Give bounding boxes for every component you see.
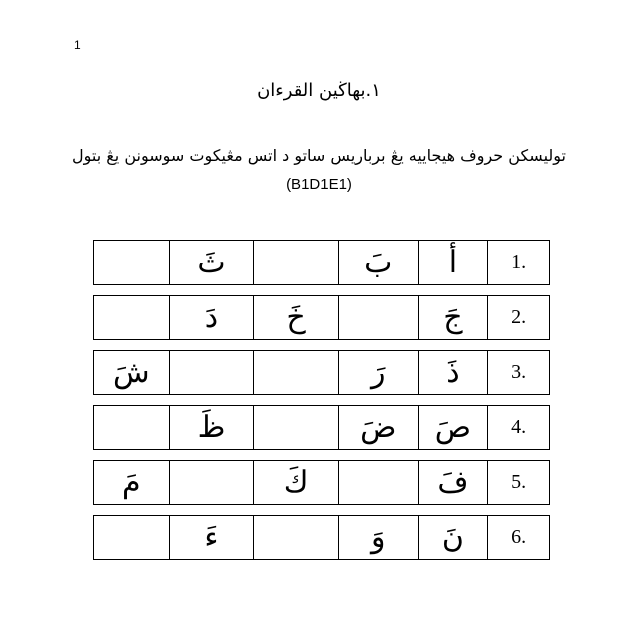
table-row: [93, 295, 550, 340]
instruction-text: توليسكن حروف هيجاييه يڠ برباريس ساتو د اتس مڠيكوت سوسونن يڠ بتول: [72, 146, 566, 165]
answer-cell[interactable]: [169, 351, 254, 394]
letter-cell: بَ: [338, 241, 418, 284]
answer-cell[interactable]: [338, 461, 418, 504]
letter-cell: فَ: [418, 461, 488, 504]
letter-cell: خَ: [253, 296, 338, 339]
letter-cell: ضَ: [338, 406, 418, 449]
answer-cell[interactable]: [253, 351, 338, 394]
letter-cell: رَ: [338, 351, 418, 394]
letter-cell: صَ: [418, 406, 488, 449]
page-number: 1: [74, 38, 81, 52]
answer-cell[interactable]: [253, 241, 338, 284]
table-row: [93, 350, 550, 395]
letter-cell: ثَ: [169, 241, 254, 284]
letter-cell: مَ: [122, 465, 141, 500]
table-row: [93, 460, 550, 505]
letter-cell: جَ: [418, 296, 488, 339]
worksheet-title: [0, 80, 638, 101]
letter-cell: ذَ: [418, 351, 488, 394]
letter-cell: أ: [418, 241, 488, 284]
letter-cell: ءَ: [169, 516, 254, 559]
letter-cell: دَ: [169, 296, 254, 339]
table-row: [93, 240, 550, 285]
row-number: 6.: [487, 516, 549, 559]
answer-cell[interactable]: [94, 241, 169, 284]
row-number: 1.: [487, 241, 549, 284]
row-number: 4.: [487, 406, 549, 449]
row-number: 5.: [487, 461, 549, 504]
answer-cell[interactable]: [338, 296, 418, 339]
letter-cell: وَ: [338, 516, 418, 559]
answer-cell[interactable]: [94, 296, 169, 339]
answer-cell[interactable]: [253, 406, 338, 449]
row-number: 2.: [487, 296, 549, 339]
answer-cell[interactable]: [94, 406, 169, 449]
table-row: [93, 405, 550, 450]
answer-cell[interactable]: [253, 516, 338, 559]
exercise-code: (B1D1E1): [286, 176, 352, 193]
letter-cell: شَ: [113, 355, 150, 390]
letter-cell: كَ: [253, 461, 338, 504]
table-row: [93, 515, 550, 560]
answer-cell[interactable]: [169, 461, 254, 504]
letter-cell: نَ: [418, 516, 488, 559]
answer-cell[interactable]: [94, 516, 169, 559]
row-number: 3.: [487, 351, 549, 394]
letter-cell: ظَ: [169, 406, 254, 449]
title-text: ١.بهاڬين القرءان: [257, 80, 381, 101]
